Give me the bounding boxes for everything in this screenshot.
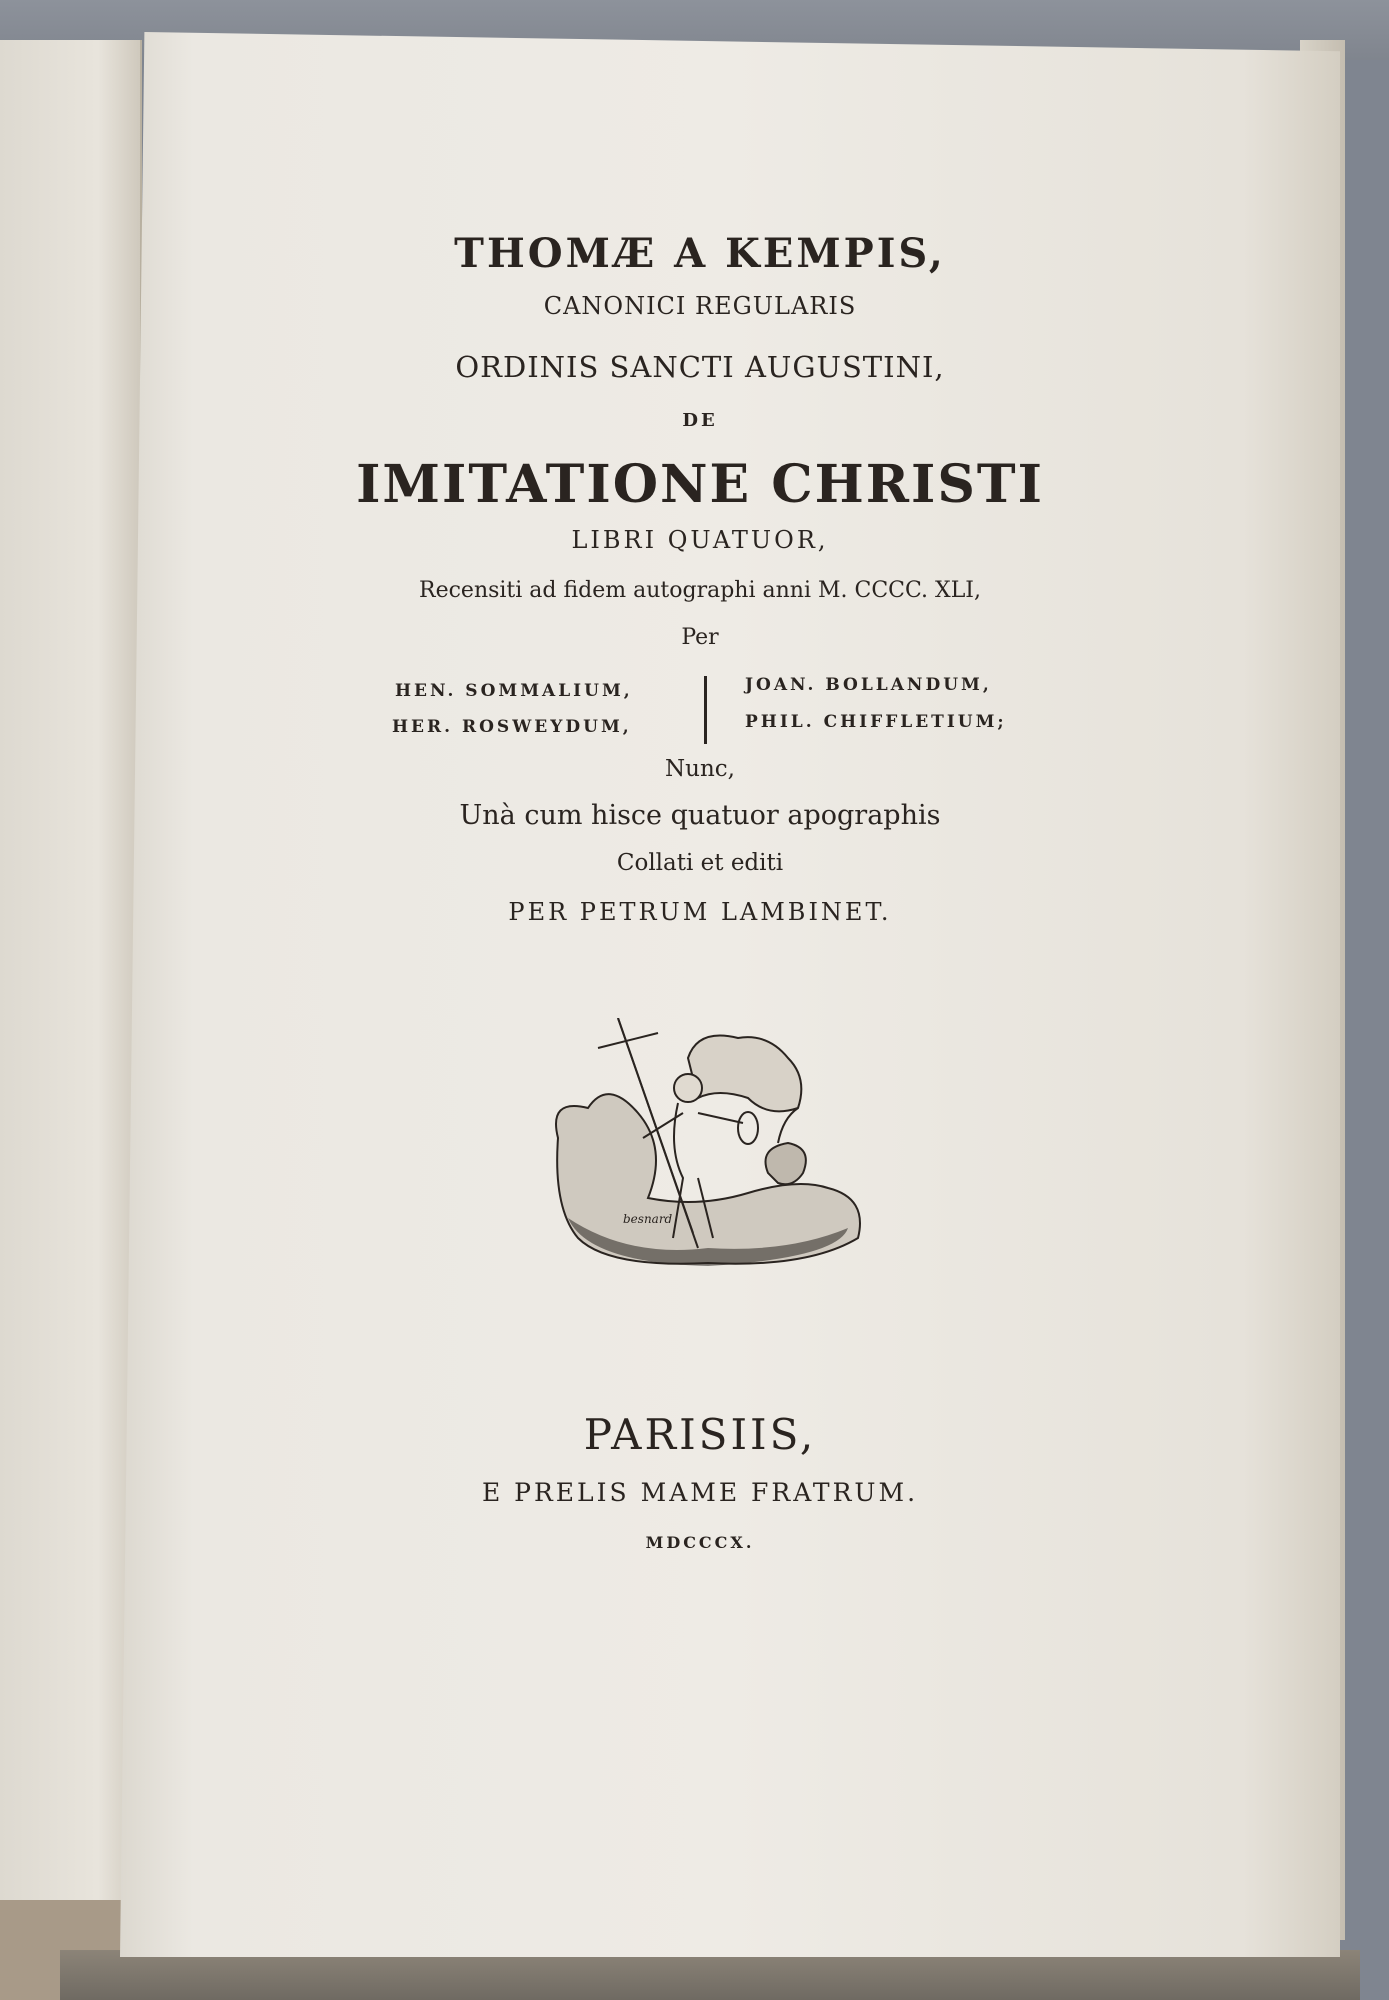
- editor-name: HER. ROSWEYDUM,: [392, 717, 632, 737]
- editor-name: PHIL. CHIFFLETIUM;: [745, 712, 1007, 732]
- book-edge: [60, 1950, 1360, 2000]
- main-title: IMITATIONE CHRISTI: [356, 454, 1044, 515]
- author: THOMÆ A KEMPIS,: [454, 230, 946, 277]
- title-page: [120, 32, 1340, 1957]
- de: DE: [682, 410, 718, 431]
- author-line2: CANONICI REGULARIS: [543, 292, 857, 320]
- editor-name: HEN. SOMMALIUM,: [395, 681, 633, 701]
- nunc: Nunc,: [665, 756, 735, 782]
- city: PARISIIS,: [583, 1410, 817, 1459]
- vignette-signature: besnard: [623, 1212, 673, 1226]
- per: Per: [681, 625, 719, 650]
- left-page: [0, 40, 142, 1960]
- editor-name: JOAN. BOLLANDUM,: [745, 675, 992, 695]
- collati-line: Collati et editi: [616, 850, 784, 876]
- printer: E PRELIS MAME FRATRUM.: [481, 1478, 919, 1507]
- author-line3: ORDINIS SANCTI AUGUSTINI,: [455, 350, 945, 384]
- recensiti-line: Recensiti ad fidem autographi anni M. CCCC. XLI,: [419, 578, 981, 603]
- per-petrum-lambinet: PER PETRUM LAMBINET.: [508, 898, 892, 926]
- una-cum-line: Unà cum hisce quatuor apographis: [459, 800, 941, 831]
- vignette-cherub-illustration: [548, 1018, 870, 1278]
- year: MDCCCX.: [645, 1533, 755, 1552]
- subtitle: LIBRI QUATUOR,: [571, 526, 829, 554]
- divider: [704, 676, 707, 744]
